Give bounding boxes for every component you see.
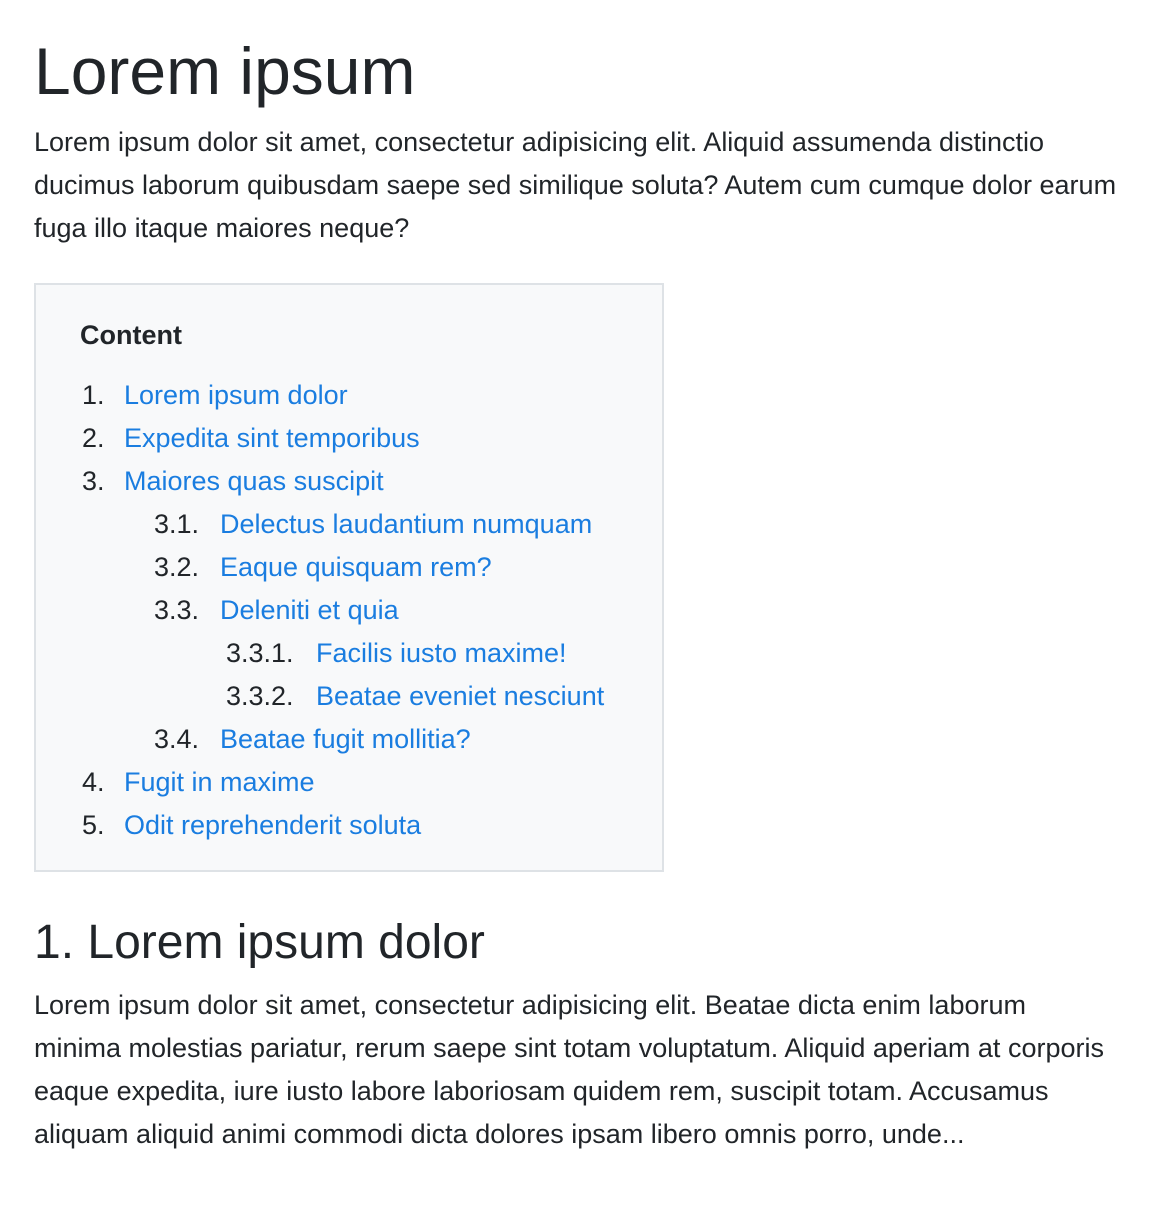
- toc-link[interactable]: Delectus laudantium numquam: [220, 509, 593, 539]
- toc-item: [80, 503, 662, 546]
- intro-paragraph: Lorem ipsum dolor sit amet, consectetur adipisicing elit. Aliquid assumenda distinctio ducimus laborum quibusdam saepe sed similique soluta? Autem cum cumque dolor earum fuga illo itaque maiores neque?: [34, 127, 1117, 243]
- section-paragraph: Lorem ipsum dolor sit amet, consectetur adipisicing elit. Beatae dicta enim laborum minima molestias pariatur, rerum saepe sint totam voluptatum. Aliquid aperiam at corporis eaque expedita, iure iusto labore laboriosam quidem rem, suscipit totam. Accusamus aliquam aliquid animi commodi dicta dolores ipsam libero omnis porro, unde...: [34, 990, 1104, 1149]
- toc-link[interactable]: Odit reprehenderit soluta: [124, 810, 422, 840]
- toc-link[interactable]: Lorem ipsum dolor: [124, 380, 348, 410]
- toc-item: [80, 417, 662, 460]
- toc-item: [80, 718, 662, 761]
- page-title: Lorem ipsum: [34, 34, 416, 108]
- toc-item: [80, 460, 662, 503]
- toc-item-number: 3.: [82, 466, 105, 496]
- toc-link[interactable]: Eaque quisquam rem?: [220, 552, 492, 582]
- toc-title: Content: [80, 320, 182, 350]
- toc-item-number: 3.3.1.: [226, 638, 294, 668]
- section-heading: 1. Lorem ipsum dolor: [34, 916, 485, 969]
- toc-link[interactable]: Facilis iusto maxime!: [316, 638, 567, 668]
- toc-list: [80, 374, 662, 847]
- toc-item-number: 3.2.: [154, 552, 200, 582]
- toc-item-number: 3.3.: [154, 595, 200, 625]
- toc-link[interactable]: Beatae fugit mollitia?: [220, 724, 471, 754]
- table-of-contents: [34, 283, 664, 872]
- toc-link[interactable]: Fugit in maxime: [124, 767, 315, 797]
- toc-item: [80, 675, 662, 718]
- toc-link[interactable]: Maiores quas suscipit: [124, 466, 384, 496]
- toc-item: [80, 546, 662, 589]
- toc-item-number: 1.: [82, 380, 105, 410]
- toc-item: [80, 374, 662, 417]
- toc-item-number: 2.: [82, 423, 105, 453]
- toc-item-number: 3.4.: [154, 724, 200, 754]
- toc-item: [80, 589, 662, 632]
- toc-link[interactable]: Beatae eveniet nesciunt: [316, 681, 605, 711]
- toc-item-number: 5.: [82, 810, 105, 840]
- toc-link[interactable]: Expedita sint temporibus: [124, 423, 420, 453]
- toc-item-number: 4.: [82, 767, 105, 797]
- toc-item: [80, 632, 662, 675]
- toc-item-number: 3.3.2.: [226, 681, 294, 711]
- toc-item-number: 3.1.: [154, 509, 200, 539]
- toc-item: [80, 804, 662, 847]
- toc-item: [80, 761, 662, 804]
- toc-link[interactable]: Deleniti et quia: [220, 595, 399, 625]
